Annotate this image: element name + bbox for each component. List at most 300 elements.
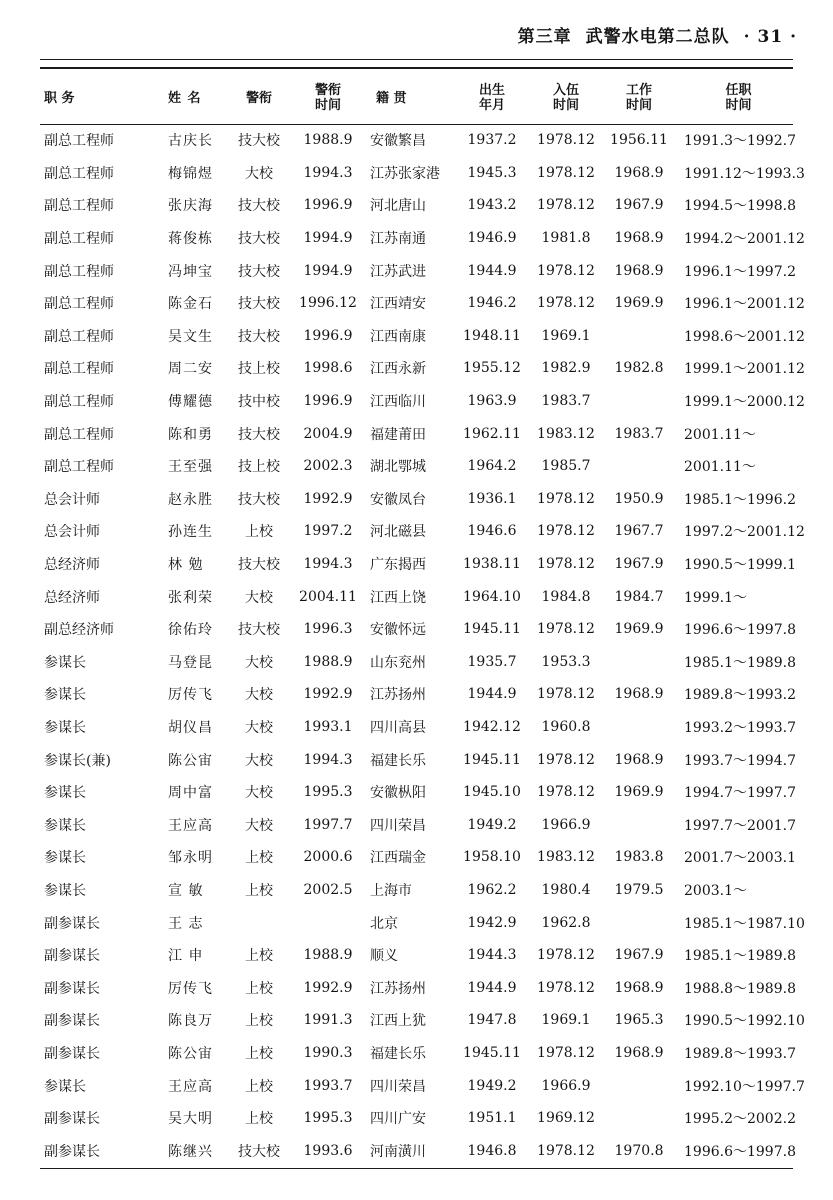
cell-origin: 安徽繁昌 — [370, 133, 426, 150]
cell-birth: 1948.11 — [463, 327, 521, 344]
cell-enlist: 1978.12 — [537, 490, 595, 507]
cell-origin: 江苏扬州 — [370, 687, 426, 704]
cell-rank: 技大校 — [238, 198, 280, 215]
cell-birth: 1942.12 — [463, 718, 521, 735]
table-row — [40, 320, 793, 353]
table-top-rule — [40, 67, 793, 69]
cell-rank-time — [292, 906, 364, 939]
table-row — [40, 1069, 793, 1102]
cell-work: 1956.11 — [610, 132, 668, 149]
cell-rank: 上校 — [245, 524, 273, 541]
cell-work: 1967.9 — [614, 556, 664, 573]
cell-name: 冯坤宝 — [168, 263, 213, 280]
cell-term: 1993.7～1994.7 — [684, 752, 796, 769]
cell-position: 副参谋长 — [44, 1143, 100, 1160]
cell-rank-time: 1995.3 — [303, 1110, 353, 1127]
cell-name: 邹永明 — [168, 850, 213, 867]
cell-origin: 福建长乐 — [370, 752, 426, 769]
table-row — [40, 678, 793, 711]
cell-enlist: 1978.12 — [537, 1044, 595, 1061]
cell-birth: 1946.2 — [467, 295, 517, 312]
cell-position: 参谋长 — [44, 817, 86, 834]
cell-position: 副参谋长 — [44, 915, 100, 932]
cell-position: 副参谋长 — [44, 948, 100, 965]
table-row — [40, 1102, 793, 1135]
cell-term: 1985.1～1989.8 — [684, 654, 796, 671]
cell-term: 1994.7～1997.7 — [684, 785, 796, 802]
table-row — [40, 743, 793, 776]
cell-enlist: 1983.12 — [537, 425, 595, 442]
cell-term: 1988.8～1989.8 — [684, 980, 796, 997]
cell-term: 1990.5～1999.1 — [684, 557, 796, 574]
cell-term: 1994.2～2001.12 — [684, 231, 805, 248]
cell-origin: 江苏南通 — [370, 231, 426, 248]
cell-rank: 大校 — [245, 752, 273, 769]
cell-term: 1998.6～2001.12 — [684, 328, 805, 345]
cell-name: 宣 敏 — [168, 882, 204, 899]
cell-position: 副参谋长 — [44, 1111, 100, 1128]
cell-work: 1969.9 — [614, 295, 664, 312]
cell-rank: 技大校 — [238, 296, 280, 313]
cell-birth: 1964.2 — [467, 458, 517, 475]
column-header-enlist: 入伍 时间 — [552, 83, 579, 113]
cell-work: 1967.7 — [614, 523, 664, 540]
cell-name: 古庆长 — [168, 133, 213, 150]
cell-name: 厉传飞 — [168, 980, 213, 997]
page-header — [504, 22, 797, 47]
cell-rank — [226, 906, 292, 939]
cell-birth: 1945.11 — [463, 621, 521, 638]
cell-origin: 河北唐山 — [370, 198, 426, 215]
cell-work: 1965.3 — [614, 1012, 664, 1029]
cell-name: 蒋俊栋 — [168, 231, 213, 248]
cell-term: 1991.3～1992.7 — [684, 133, 796, 150]
cell-rank-time: 1993.1 — [303, 718, 353, 735]
cell-term: 2001.11～ — [684, 459, 756, 476]
cell-rank-time: 1988.9 — [303, 132, 353, 149]
cell-rank-time: 1992.9 — [303, 686, 353, 703]
table-row — [40, 939, 793, 972]
cell-origin: 北京 — [370, 915, 398, 932]
table-row — [40, 971, 793, 1004]
cell-work: 1983.8 — [614, 849, 664, 866]
cell-work: 1982.8 — [614, 360, 664, 377]
cell-rank-time: 1993.6 — [303, 1142, 353, 1159]
cell-rank: 大校 — [245, 165, 273, 182]
cell-enlist: 1966.9 — [541, 1077, 591, 1094]
table-row — [40, 124, 793, 157]
chapter-title: 武警水电第二总队 — [585, 27, 730, 47]
cell-enlist: 1969.1 — [541, 1012, 591, 1029]
cell-origin: 安徽枞阳 — [370, 785, 426, 802]
cell-rank-time: 2004.9 — [303, 425, 353, 442]
cell-rank: 上校 — [245, 1111, 273, 1128]
cell-term: 1991.12～1993.3 — [684, 165, 805, 182]
cell-enlist: 1983.7 — [541, 393, 591, 410]
header-row — [40, 74, 793, 124]
cell-name: 周中富 — [168, 785, 213, 802]
cell-name: 孙连生 — [168, 524, 213, 541]
cell-origin: 福建莆田 — [370, 426, 426, 443]
cell-name: 陈和勇 — [168, 426, 213, 443]
cell-position: 总经济师 — [44, 589, 100, 606]
cell-work: 1968.9 — [614, 686, 664, 703]
cell-position: 副参谋长 — [44, 980, 100, 997]
column-header-term: 任职 时间 — [725, 83, 752, 113]
cell-name: 赵永胜 — [168, 491, 213, 508]
cell-position: 参谋长 — [44, 882, 86, 899]
cell-rank-time: 1994.3 — [303, 164, 353, 181]
cell-work: 1969.9 — [614, 621, 664, 638]
table-row — [40, 515, 793, 548]
cell-origin: 江西瑞金 — [370, 850, 426, 867]
cell-name: 张庆海 — [168, 198, 213, 215]
cell-position: 副总工程师 — [44, 231, 114, 248]
cell-rank: 大校 — [245, 817, 273, 834]
column-header-rank-time: 警衔 时间 — [314, 83, 341, 113]
cell-birth: 1951.1 — [467, 1110, 517, 1127]
cell-work — [604, 808, 674, 841]
cell-position: 总会计师 — [44, 491, 100, 508]
table-body — [40, 124, 805, 1167]
cell-birth: 1943.2 — [467, 197, 517, 214]
chapter-label: 第三章 — [517, 27, 572, 47]
cell-name: 王至强 — [168, 459, 213, 476]
cell-work: 1983.7 — [614, 425, 664, 442]
cell-enlist: 1978.12 — [537, 132, 595, 149]
cell-rank-time: 1991.3 — [303, 1012, 353, 1029]
cell-enlist: 1978.12 — [537, 295, 595, 312]
cell-name: 林 勉 — [168, 557, 204, 574]
cell-name: 张利荣 — [168, 589, 213, 606]
cell-rank: 技大校 — [238, 263, 280, 280]
cell-name: 吴大明 — [168, 1111, 213, 1128]
cell-birth: 1964.10 — [463, 588, 521, 605]
cell-enlist: 1978.12 — [537, 523, 595, 540]
personnel-table — [40, 74, 805, 1167]
cell-enlist: 1978.12 — [537, 556, 595, 573]
cell-name: 胡仪昌 — [168, 719, 213, 736]
cell-position: 副总经济师 — [44, 622, 114, 639]
cell-rank-time: 1996.9 — [303, 393, 353, 410]
table-row — [40, 548, 793, 581]
cell-name: 周二安 — [168, 361, 213, 378]
cell-birth: 1955.12 — [463, 360, 521, 377]
cell-enlist: 1969.1 — [541, 327, 591, 344]
table-header — [40, 74, 793, 124]
cell-work: 1979.5 — [614, 881, 664, 898]
cell-rank: 上校 — [245, 948, 273, 965]
cell-origin: 江苏武进 — [370, 263, 426, 280]
cell-rank: 上校 — [245, 850, 273, 867]
cell-position: 参谋长 — [44, 785, 86, 802]
cell-term: 1996.6～1997.8 — [684, 1143, 796, 1160]
cell-birth: 1946.6 — [467, 523, 517, 540]
cell-term: 1997.7～2001.7 — [684, 817, 796, 834]
cell-birth: 1935.7 — [467, 653, 517, 670]
cell-birth: 1946.9 — [467, 230, 517, 247]
cell-origin: 上海市 — [370, 882, 412, 899]
cell-origin: 江西上饶 — [370, 589, 426, 606]
cell-rank-time: 1996.3 — [303, 621, 353, 638]
cell-birth: 1936.1 — [467, 490, 517, 507]
cell-enlist: 1980.4 — [541, 881, 591, 898]
cell-position: 参谋长 — [44, 850, 86, 867]
cell-rank: 技大校 — [238, 133, 280, 150]
cell-term: 2003.1～ — [684, 882, 747, 899]
cell-rank-time: 2004.11 — [299, 588, 357, 605]
cell-position: 副总工程师 — [44, 426, 114, 443]
cell-term: 2001.11～ — [684, 426, 756, 443]
cell-enlist: 1982.9 — [541, 360, 591, 377]
cell-term: 1996.6～1997.8 — [684, 622, 796, 639]
cell-term: 1999.1～ — [684, 589, 747, 606]
cell-origin: 四川荣昌 — [370, 1078, 426, 1095]
cell-position: 副总工程师 — [44, 198, 114, 215]
cell-term: 1995.2～2002.2 — [684, 1111, 796, 1128]
cell-rank: 上校 — [245, 1013, 273, 1030]
cell-rank-time: 1994.9 — [303, 262, 353, 279]
cell-work: 1968.9 — [614, 751, 664, 768]
cell-rank: 大校 — [245, 719, 273, 736]
cell-origin: 四川广安 — [370, 1111, 426, 1128]
cell-birth: 1938.11 — [463, 556, 521, 573]
table-row — [40, 874, 793, 907]
cell-rank: 上校 — [245, 1078, 273, 1095]
cell-birth: 1944.9 — [467, 686, 517, 703]
cell-origin: 河南潢川 — [370, 1143, 426, 1160]
cell-birth: 1962.2 — [467, 881, 517, 898]
top-rule — [40, 59, 793, 60]
cell-term: 1999.1～2000.12 — [684, 394, 805, 411]
cell-rank-time: 1997.2 — [303, 523, 353, 540]
cell-position: 参谋长(兼) — [44, 752, 111, 769]
cell-name: 陈公宙 — [168, 752, 213, 769]
cell-rank: 上校 — [245, 1045, 273, 1062]
cell-origin: 江西靖安 — [370, 296, 426, 313]
cell-birth: 1963.9 — [467, 393, 517, 410]
cell-position: 副总工程师 — [44, 361, 114, 378]
cell-birth: 1945.10 — [463, 784, 521, 801]
cell-name: 王 志 — [168, 915, 204, 932]
cell-enlist: 1978.12 — [537, 621, 595, 638]
cell-name: 梅锦煜 — [168, 165, 213, 182]
bottom-rule — [40, 1168, 793, 1169]
cell-birth: 1946.8 — [467, 1142, 517, 1159]
table-row — [40, 352, 793, 385]
table-row — [40, 157, 793, 190]
cell-enlist: 1978.12 — [537, 784, 595, 801]
cell-rank: 上校 — [245, 980, 273, 997]
cell-rank-time: 1996.9 — [303, 197, 353, 214]
cell-work — [604, 1069, 674, 1102]
column-header-origin: 籍 贯 — [376, 90, 407, 106]
cell-term: 1989.8～1993.7 — [684, 1045, 796, 1062]
cell-rank-time: 1992.9 — [303, 979, 353, 996]
cell-term: 1996.1～1997.2 — [684, 263, 796, 280]
cell-enlist: 1985.7 — [541, 458, 591, 475]
cell-work: 1970.8 — [614, 1142, 664, 1159]
table-row — [40, 580, 793, 613]
cell-birth: 1944.9 — [467, 979, 517, 996]
cell-birth: 1949.2 — [467, 1077, 517, 1094]
table-row — [40, 189, 793, 222]
cell-name: 吴文生 — [168, 328, 213, 345]
cell-term: 1999.1～2001.12 — [684, 361, 805, 378]
cell-birth: 1949.2 — [467, 816, 517, 833]
cell-rank-time: 1990.3 — [303, 1044, 353, 1061]
cell-rank-time: 1995.3 — [303, 784, 353, 801]
cell-birth: 1937.2 — [467, 132, 517, 149]
cell-rank-time: 1994.9 — [303, 230, 353, 247]
cell-rank-time: 2000.6 — [303, 849, 353, 866]
table-row — [40, 1004, 793, 1037]
cell-enlist: 1966.9 — [541, 816, 591, 833]
cell-origin: 江西南康 — [370, 328, 426, 345]
cell-work — [604, 906, 674, 939]
cell-birth: 1944.9 — [467, 262, 517, 279]
cell-term: 2001.7～2003.1 — [684, 850, 796, 867]
cell-rank: 大校 — [245, 687, 273, 704]
column-header-work: 工作 时间 — [625, 83, 652, 113]
table-row — [40, 222, 793, 255]
cell-origin: 安徽怀远 — [370, 622, 426, 639]
cell-rank: 大校 — [245, 589, 273, 606]
cell-origin: 山东兖州 — [370, 654, 426, 671]
cell-enlist: 1978.12 — [537, 197, 595, 214]
cell-position: 副总工程师 — [44, 296, 114, 313]
cell-rank: 技上校 — [238, 459, 280, 476]
cell-birth: 1945.3 — [467, 164, 517, 181]
cell-origin: 江苏张家港 — [370, 165, 440, 182]
cell-work: 1968.9 — [614, 230, 664, 247]
cell-work: 1950.9 — [614, 490, 664, 507]
page-number: · 31 · — [743, 27, 797, 47]
cell-rank: 技大校 — [238, 557, 280, 574]
table-row — [40, 906, 793, 939]
cell-position: 总经济师 — [44, 557, 100, 574]
column-header-name: 姓 名 — [168, 90, 202, 106]
cell-term: 1992.10～1997.7 — [684, 1078, 805, 1095]
cell-origin: 江西上犹 — [370, 1013, 426, 1030]
cell-rank-time: 2002.3 — [303, 458, 353, 475]
cell-position: 参谋长 — [44, 654, 86, 671]
cell-position: 副总工程师 — [44, 133, 114, 150]
cell-work — [604, 450, 674, 483]
cell-term: 1985.1～1996.2 — [684, 491, 796, 508]
cell-term: 1990.5～1992.10 — [684, 1013, 805, 1030]
cell-position: 参谋长 — [44, 687, 86, 704]
cell-rank: 上校 — [245, 882, 273, 899]
cell-rank-time: 1988.9 — [303, 947, 353, 964]
cell-origin: 江西临川 — [370, 394, 426, 411]
cell-rank: 技大校 — [238, 1143, 280, 1160]
cell-work — [604, 711, 674, 744]
cell-work: 1984.7 — [614, 588, 664, 605]
table-row — [40, 711, 793, 744]
cell-position: 副总工程师 — [44, 165, 114, 182]
cell-position: 副总工程师 — [44, 263, 114, 280]
cell-work — [604, 646, 674, 679]
cell-name: 王应高 — [168, 817, 213, 834]
cell-rank: 大校 — [245, 654, 273, 671]
cell-rank: 技大校 — [238, 328, 280, 345]
cell-position: 副总工程师 — [44, 394, 114, 411]
cell-position: 副参谋长 — [44, 1013, 100, 1030]
cell-term: 1993.2～1993.7 — [684, 719, 796, 736]
cell-enlist: 1984.8 — [541, 588, 591, 605]
cell-position: 总会计师 — [44, 524, 100, 541]
cell-term: 1996.1～2001.12 — [684, 296, 805, 313]
cell-name: 傅耀德 — [168, 394, 213, 411]
cell-birth: 1945.11 — [463, 751, 521, 768]
cell-enlist: 1978.12 — [537, 1142, 595, 1159]
table-row — [40, 254, 793, 287]
cell-rank: 大校 — [245, 785, 273, 802]
cell-rank: 技大校 — [238, 426, 280, 443]
cell-enlist: 1960.8 — [541, 718, 591, 735]
cell-work: 1968.9 — [614, 262, 664, 279]
cell-enlist: 1978.12 — [537, 686, 595, 703]
cell-work: 1969.9 — [614, 784, 664, 801]
cell-origin: 湖北鄂城 — [370, 459, 426, 476]
cell-rank-time: 1996.9 — [303, 327, 353, 344]
cell-rank-time: 2002.5 — [303, 881, 353, 898]
cell-enlist: 1978.12 — [537, 979, 595, 996]
cell-origin: 安徽凤台 — [370, 491, 426, 508]
table-row — [40, 450, 793, 483]
cell-rank-time: 1998.6 — [303, 360, 353, 377]
cell-work: 1968.9 — [614, 1044, 664, 1061]
cell-enlist: 1978.12 — [537, 947, 595, 964]
cell-enlist: 1983.12 — [537, 849, 595, 866]
cell-name: 江 申 — [168, 948, 204, 965]
column-header-rank: 警衔 — [245, 90, 272, 106]
table-row — [40, 841, 793, 874]
column-header-birth: 出生 年月 — [478, 83, 505, 113]
cell-birth: 1944.3 — [467, 947, 517, 964]
cell-name: 王应高 — [168, 1078, 213, 1095]
cell-origin: 广东揭西 — [370, 557, 426, 574]
cell-position: 参谋长 — [44, 719, 86, 736]
table-row — [40, 1037, 793, 1070]
table-row — [40, 417, 793, 450]
cell-name: 陈继兴 — [168, 1143, 213, 1160]
cell-enlist: 1981.8 — [541, 230, 591, 247]
cell-birth: 1958.10 — [463, 849, 521, 866]
cell-work: 1968.9 — [614, 164, 664, 181]
cell-origin: 四川荣昌 — [370, 817, 426, 834]
cell-enlist: 1953.3 — [541, 653, 591, 670]
cell-enlist: 1978.12 — [537, 164, 595, 181]
cell-term: 1989.8～1993.2 — [684, 687, 796, 704]
cell-position: 副总工程师 — [44, 459, 114, 476]
table-row — [40, 776, 793, 809]
cell-origin: 江西永新 — [370, 361, 426, 378]
cell-enlist: 1978.12 — [537, 262, 595, 279]
cell-birth: 1942.9 — [467, 914, 517, 931]
table-row — [40, 287, 793, 320]
cell-work — [604, 385, 674, 418]
cell-rank-time: 1992.9 — [303, 490, 353, 507]
cell-name: 陈良万 — [168, 1013, 213, 1030]
cell-origin: 福建长乐 — [370, 1045, 426, 1062]
cell-rank-time: 1993.7 — [303, 1077, 353, 1094]
cell-term: 1985.1～1989.8 — [684, 948, 796, 965]
cell-work: 1967.9 — [614, 197, 664, 214]
cell-term: 1997.2～2001.12 — [684, 524, 805, 541]
cell-work: 1968.9 — [614, 979, 664, 996]
